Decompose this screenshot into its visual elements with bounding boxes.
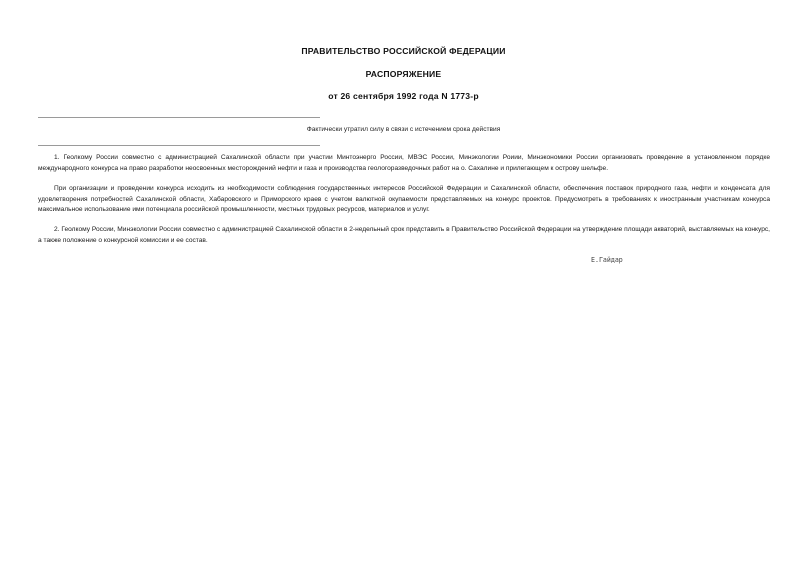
status-note: Фактически утратил силу в связи с истечением срока действия xyxy=(306,126,501,133)
document-type-heading: РАСПОРЯЖЕНИЕ xyxy=(365,69,442,79)
paragraph-2: При организации и проведении конкурса исходить из необходимости соблюдения государственных интересов Российской Федерации и Сахалинской области, обеспечения поставок природного газа, нефти и конденсата для удовлетворения потребностей Сахалинской области, Хабаровского и Приморского краев с учетом валютной окупаемости представляемых на конкурс проектов. Предусмотреть в требованиях к иностранным участникам конкурса максимальное использование ими потенциала российской промышленности, местных трудовых ресурсов, материалов и услуг. xyxy=(38,185,770,214)
paragraph-1: 1. Геолкому России совместно с администрацией Сахалинской области при участии Минтоэнерго России, МВЭС России, Минэкологии Роиии, Минэкономики России организовать проведение в установленном порядке международного конкурса на право разработки неосвоенных месторождений нефти и газа и производства геологоразведочных работ на о. Сахалине и прилегающем к острову шельфе. xyxy=(38,154,770,172)
document-date-number: от 26 сентября 1992 года N 1773-р xyxy=(328,91,479,101)
divider-bottom xyxy=(38,145,320,146)
paragraph-3: 2. Геолкому России, Минэкологии России совместно с администрацией Сахалинской области в 2-недельный срок представить в Правительство Российской Федерации на утверждение площади акваторий, выставляемых на конкурс, а также положение о конкурсной комиссии и ее состав. xyxy=(38,226,770,244)
signature: Е.Гайдар xyxy=(591,256,623,264)
divider-top xyxy=(38,117,320,118)
issuing-authority-heading: ПРАВИТЕЛЬСТВО РОССИЙСКОЙ ФЕДЕРАЦИИ xyxy=(301,46,506,56)
